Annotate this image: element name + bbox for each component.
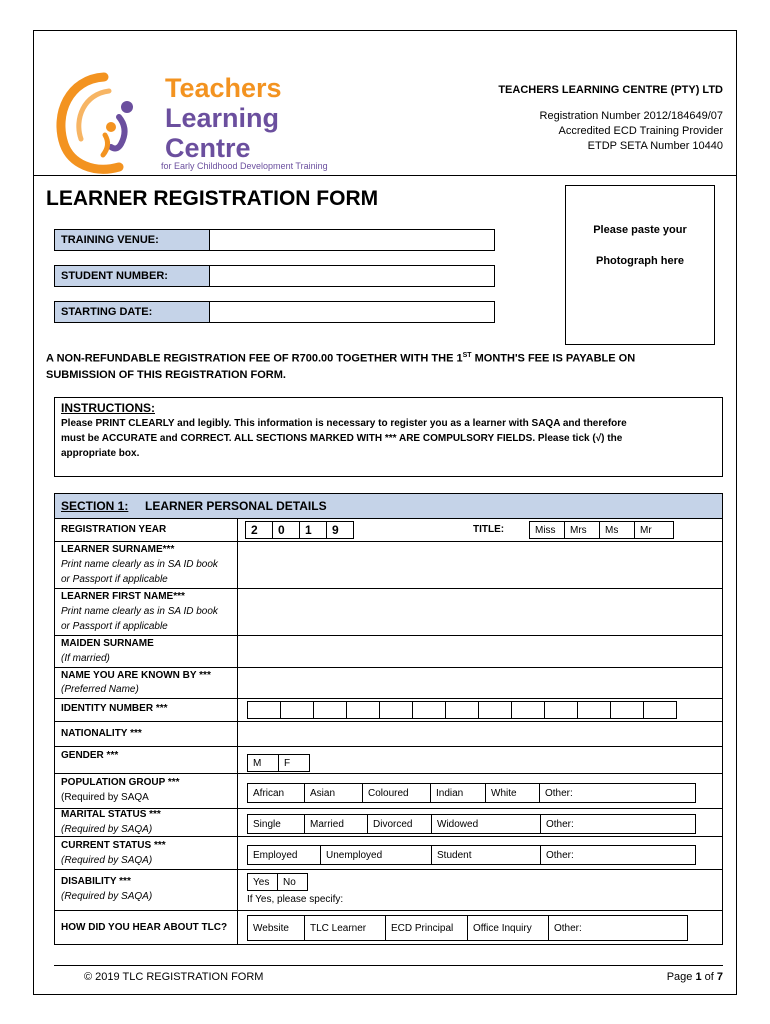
title-ms[interactable]: Ms — [599, 521, 635, 539]
company-seta: ETDP SETA Number 10440 — [587, 140, 723, 152]
identity-digit-10[interactable] — [544, 701, 578, 719]
student-number-label-text: STUDENT NUMBER: — [61, 270, 168, 282]
nationality-label: NATIONALITY *** — [61, 728, 142, 739]
section-table — [54, 493, 723, 945]
current-student[interactable]: Student — [431, 845, 541, 865]
row-line-5 — [55, 698, 722, 699]
disability-sub: (Required by SAQA) — [61, 891, 153, 902]
marital-widowed[interactable]: Widowed — [431, 814, 541, 834]
year-digit-3[interactable]: 1 — [299, 521, 327, 539]
reg-year-label: REGISTRATION YEAR — [61, 524, 167, 535]
maiden-sub: (If married) — [61, 653, 110, 664]
identity-digit-8[interactable] — [478, 701, 512, 719]
current-unemployed[interactable]: Unemployed — [320, 845, 432, 865]
row-line-8 — [55, 773, 722, 774]
maiden-input[interactable] — [239, 636, 721, 666]
instructions-line1: Please PRINT CLEARLY and legibly. This information is necessary to register you as a learner with SAQA and therefore — [61, 418, 627, 429]
logo-tagline: for Early Childhood Development Training — [161, 161, 328, 171]
footer-page — [667, 971, 723, 983]
title-mr[interactable]: Mr — [634, 521, 674, 539]
venue-label-text: TRAINING VENUE: — [61, 234, 159, 246]
hear-tlc-learner[interactable]: TLC Learner — [304, 915, 386, 941]
identity-digit-3[interactable] — [313, 701, 347, 719]
marital-label: MARITAL STATUS *** — [61, 809, 161, 820]
student-number-input[interactable] — [209, 265, 495, 287]
starting-date-input[interactable] — [209, 301, 495, 323]
year-digit-2[interactable]: 0 — [272, 521, 300, 539]
identity-digit-13[interactable] — [643, 701, 677, 719]
logo-line3: Centre — [165, 133, 251, 163]
nationality-input[interactable] — [239, 722, 721, 745]
gender-f[interactable]: F — [278, 754, 310, 772]
surname-label: LEARNER SURNAME*** — [61, 544, 175, 555]
venue-label — [54, 229, 210, 251]
surname-sub2: or Passport if applicable — [61, 574, 168, 585]
identity-label: IDENTITY NUMBER *** — [61, 703, 168, 714]
current-employed[interactable]: Employed — [247, 845, 321, 865]
hear-website[interactable]: Website — [247, 915, 305, 941]
row-line-7 — [55, 746, 722, 747]
identity-digit-4[interactable] — [346, 701, 380, 719]
population-indian[interactable]: Indian — [430, 783, 486, 803]
starting-date-label — [54, 301, 210, 323]
known-by-sub: (Preferred Name) — [61, 684, 139, 695]
footer-page-of: of — [701, 971, 717, 983]
identity-digit-5[interactable] — [379, 701, 413, 719]
company-name: TEACHERS LEARNING CENTRE (PTY) LTD — [498, 84, 723, 96]
gender-m[interactable]: M — [247, 754, 279, 772]
marital-divorced[interactable]: Divorced — [367, 814, 432, 834]
disability-no[interactable]: No — [277, 873, 308, 891]
logo-line2: Learning — [165, 103, 280, 133]
first-name-input[interactable] — [239, 589, 721, 634]
identity-digit-6[interactable] — [412, 701, 446, 719]
year-digit-4[interactable]: 9 — [326, 521, 354, 539]
current-status-label: CURRENT STATUS *** — [61, 840, 166, 851]
row-line-10 — [55, 836, 722, 837]
photo-text-2: Photograph here — [595, 255, 684, 267]
disability-label: DISABILITY *** — [61, 876, 131, 887]
maiden-label: MAIDEN SURNAME — [61, 638, 154, 649]
known-by-input[interactable] — [239, 668, 721, 697]
instructions-title: INSTRUCTIONS: — [61, 401, 155, 415]
footer-divider — [54, 965, 723, 966]
footer-page-number: 1 — [695, 971, 702, 983]
logo-line1: Teachers — [165, 73, 282, 103]
marital-married[interactable]: Married — [304, 814, 368, 834]
photo-box[interactable] — [565, 185, 715, 345]
form-title: LEARNER REGISTRATION FORM — [46, 187, 379, 210]
identity-digit-1[interactable] — [247, 701, 281, 719]
population-african[interactable]: African — [247, 783, 305, 803]
instructions-line2: must be ACCURATE and CORRECT. ALL SECTIONS MARKED WITH *** ARE COMPULSORY FIELDS. Please tick (√) the — [61, 433, 623, 444]
hear-ecd-principal[interactable]: ECD Principal — [385, 915, 468, 941]
current-status-sub: (Required by SAQA) — [61, 855, 153, 866]
logo — [49, 69, 349, 169]
section-header — [55, 494, 722, 519]
disability-yes[interactable]: Yes — [247, 873, 278, 891]
disability-specify: If Yes, please specify: — [247, 894, 344, 905]
first-name-sub1: Print name clearly as in SA ID book — [61, 606, 218, 617]
fee-notice-line2: SUBMISSION OF THIS REGISTRATION FORM. — [46, 369, 286, 381]
company-accreditation: Accredited ECD Training Provider — [558, 125, 723, 137]
identity-digit-11[interactable] — [577, 701, 611, 719]
student-number-label — [54, 265, 210, 287]
header-divider — [34, 175, 736, 176]
known-by-label: NAME YOU ARE KNOWN BY *** — [61, 670, 211, 681]
form-page — [33, 30, 737, 995]
marital-single[interactable]: Single — [247, 814, 305, 834]
column-divider — [237, 518, 238, 944]
identity-digit-12[interactable] — [610, 701, 644, 719]
first-name-sub2: or Passport if applicable — [61, 621, 168, 632]
marital-sub: (Required by SAQA) — [61, 824, 153, 835]
footer-page-total: 7 — [716, 971, 723, 983]
population-asian[interactable]: Asian — [304, 783, 363, 803]
identity-digit-9[interactable] — [511, 701, 545, 719]
first-name-label: LEARNER FIRST NAME*** — [61, 591, 185, 602]
current-other[interactable]: Other: — [540, 845, 696, 865]
year-digit-1[interactable]: 2 — [245, 521, 273, 539]
identity-digit-2[interactable] — [280, 701, 314, 719]
title-miss[interactable]: Miss — [529, 521, 565, 539]
instructions-line3: appropriate box. — [61, 448, 140, 459]
hear-other[interactable]: Other: — [548, 915, 688, 941]
fee-sup: ST — [462, 352, 472, 359]
instructions-box — [54, 397, 723, 477]
surname-sub1: Print name clearly as in SA ID book — [61, 559, 218, 570]
section-label: SECTION 1: — [61, 499, 129, 513]
fee-text-b: MONTH'S FEE IS PAYABLE ON — [471, 352, 636, 365]
marital-other[interactable]: Other: — [540, 814, 696, 834]
fee-notice — [46, 352, 635, 365]
surname-input[interactable] — [239, 542, 721, 587]
gender-label: GENDER *** — [61, 750, 119, 761]
title-label: TITLE: — [473, 524, 505, 535]
title-mrs[interactable]: Mrs — [564, 521, 600, 539]
starting-date-label-text: STARTING DATE: — [61, 306, 153, 318]
section-title: LEARNER PERSONAL DETAILS — [145, 499, 327, 513]
population-sub: (Required by SAQA — [61, 792, 149, 803]
row-line-12 — [55, 910, 722, 911]
hear-office-inquiry[interactable]: Office Inquiry — [467, 915, 549, 941]
logo-swirl-icon — [49, 69, 169, 179]
fee-text-a: A NON-REFUNDABLE REGISTRATION FEE OF R700.00 TOGETHER WITH THE 1 — [46, 352, 463, 365]
identity-digit-7[interactable] — [445, 701, 479, 719]
photo-text-1: Please paste your — [593, 224, 687, 236]
footer-page-word: Page — [666, 971, 696, 983]
population-white[interactable]: White — [485, 783, 540, 803]
hear-label: HOW DID YOU HEAR ABOUT TLC? — [61, 922, 228, 933]
population-coloured[interactable]: Coloured — [362, 783, 431, 803]
venue-input[interactable] — [209, 229, 495, 251]
footer-copyright: © 2019 TLC REGISTRATION FORM — [84, 971, 264, 983]
population-label: POPULATION GROUP *** — [61, 777, 180, 788]
population-other[interactable]: Other: — [539, 783, 696, 803]
company-registration: Registration Number 2012/184649/07 — [539, 110, 723, 122]
row-line-11 — [55, 869, 722, 870]
